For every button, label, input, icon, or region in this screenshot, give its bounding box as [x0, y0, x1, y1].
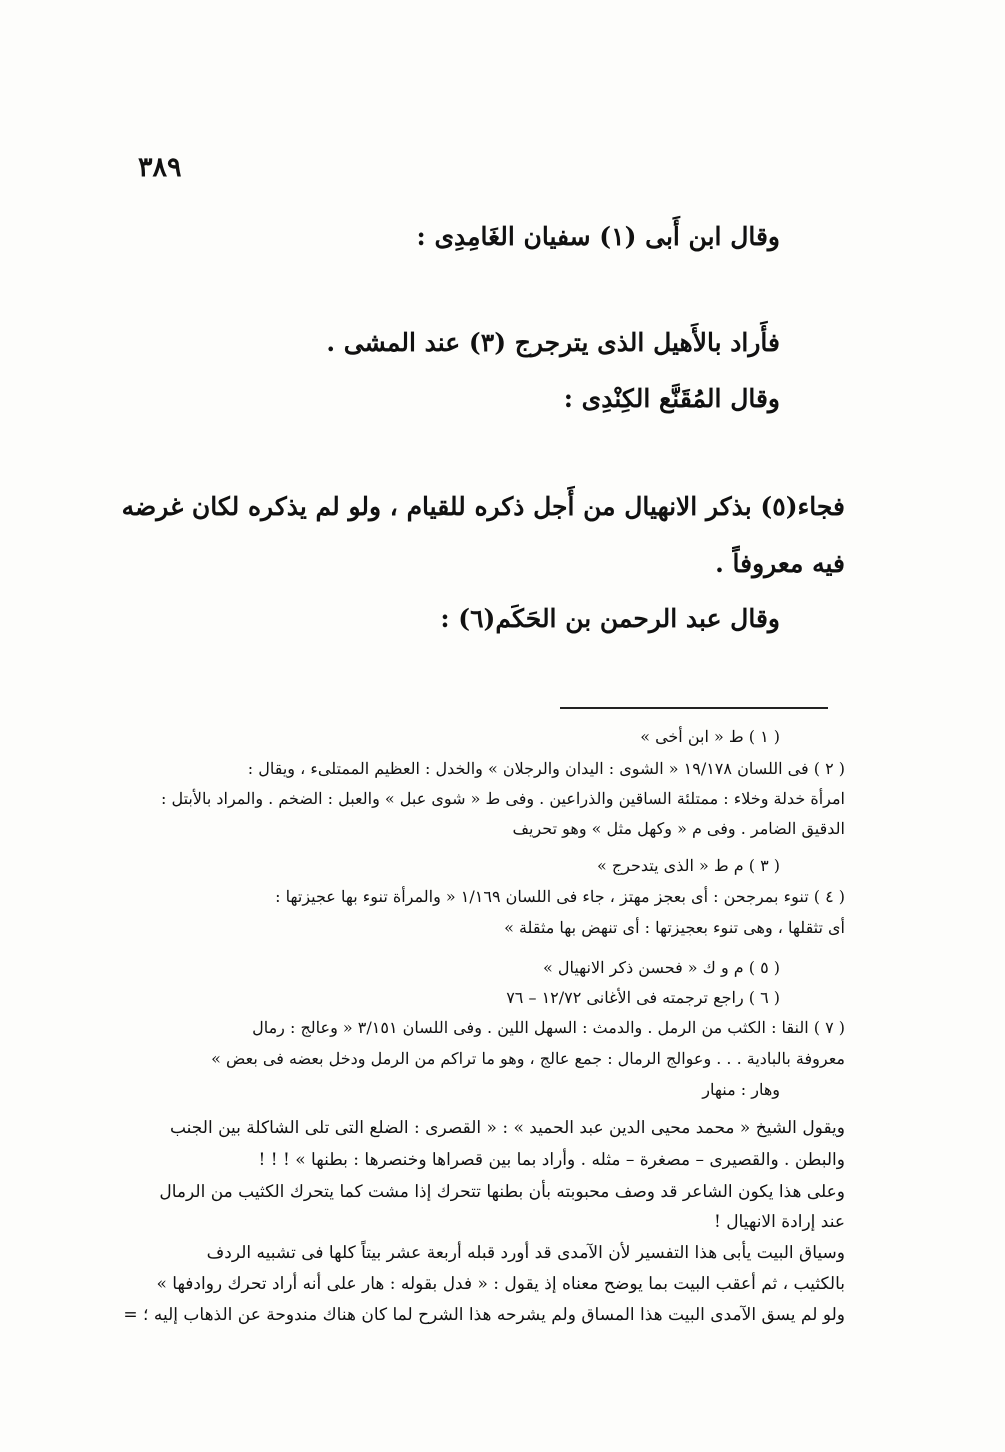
- footnote-4-cont: أى تثقلها ، وهى تنوء بعجيزتها : أى تنهض بها مثقلة »: [504, 918, 845, 937]
- verse-intro-2: وقال المُقَنَّع الكِنْدِى :: [563, 384, 780, 413]
- commentary-line-6: بالكثيب ، ثم أعقب البيت بما يوضح معناه إذ يقول : « فدل بقوله : هار على أنه أراد تحرك روادفها »: [156, 1274, 845, 1294]
- commentary-line-4: عند إرادة الانهيال !: [713, 1212, 845, 1232]
- footnote-2-cont-2: الدقيق الضامر . وفى م « وكهل مثل » وهو تحريف: [512, 819, 845, 838]
- footnote-2: ( ٢ ) فى اللسان ١٩/١٧٨ « الشوى : اليدان والرجلان » والخدل : العظيم الممتلىء ، ويقال :: [247, 759, 845, 778]
- verse-intro-3: وقال عبد الرحمن بن الحَكَم(٦) :: [440, 604, 780, 633]
- body-line-2: فيه معروفاً .: [715, 549, 845, 578]
- footnote-7-cont-1: معروفة بالبادية . . . وعوالج الرمال : جمع عالج ، وهو ما تراكم من الرمل ودخل بعضه فى بعض »: [211, 1049, 845, 1068]
- footnote-7-cont-2: وهار : منهار: [702, 1080, 780, 1099]
- footnote-1: ( ١ ) ط « ابن أخى »: [640, 727, 780, 746]
- verse-intro-1: وقال ابن أَبى (١) سفيان الغَامِدِى :: [416, 222, 780, 251]
- commentary-line-1: ويقول الشيخ « محمد محيى الدين عبد الحميد » : « القصرى : الضلع التى تلى الشاكلة بين الجنب: [169, 1118, 845, 1138]
- page-number: ٣٨٩: [138, 152, 182, 183]
- footnote-2-cont-1: امرأة خدلة وخلاء : ممتلئة الساقين والذراعين . وفى ط « شوى عبل » والعبل : الضخم . والمراد بالأبتل :: [160, 789, 845, 808]
- commentary-line-3: وعلى هذا يكون الشاعر قد وصف محبوبته بأن بطنها تتحرك إذا مشت كما يتحرك الكثيب من الرمال: [159, 1182, 845, 1202]
- footnote-5: ( ٥ ) م و ك « فحسن ذكر الانهيال »: [542, 958, 780, 977]
- footnote-separator: [560, 707, 828, 709]
- commentary-line-2: والبطن . والقصيرى – مصغرة – مثله . وأراد بما بين قصراها وخنصرها : بطنها » ! ! !: [258, 1150, 845, 1170]
- body-line-1: فجاء(٥) بذكر الانهيال من أَجل ذكره للقيام ، ولو لم يذكره لكان غرضه: [121, 492, 845, 521]
- footnote-3: ( ٣ ) م ط « الذى يتدحرج »: [596, 856, 780, 875]
- commentary-line-5: وسياق البيت يأبى هذا التفسير لأن الآمدى قد أورد قبله أربعة عشر بيتاً كلها فى تشبيه الردف: [206, 1243, 845, 1263]
- footnote-4: ( ٤ ) تنوء بمرجحن : أى بعجز مهتز ، جاء فى اللسان ١/١٦٩ « والمرأة تنوء بها عجيزتها :: [275, 887, 845, 906]
- commentary-line-7: ولو لم يسق الآمدى البيت هذا المساق ولم يشرحه هذا الشرح لما كان هناك مندوحة عن الذهاب إليه ؛ =: [123, 1305, 845, 1325]
- footnote-6: ( ٦ ) راجع ترجمته فى الأغانى ١٢/٧٢ – ٧٦: [506, 988, 780, 1007]
- footnote-7: ( ٧ ) النقا : الكثب من الرمل . والدمث : السهل اللين . وفى اللسان ٣/١٥١ « وعالج : رمال: [252, 1018, 845, 1037]
- explanation-1: فأَراد بالأَهيل الذى يترجرج (٣) عند المشى .: [326, 328, 780, 357]
